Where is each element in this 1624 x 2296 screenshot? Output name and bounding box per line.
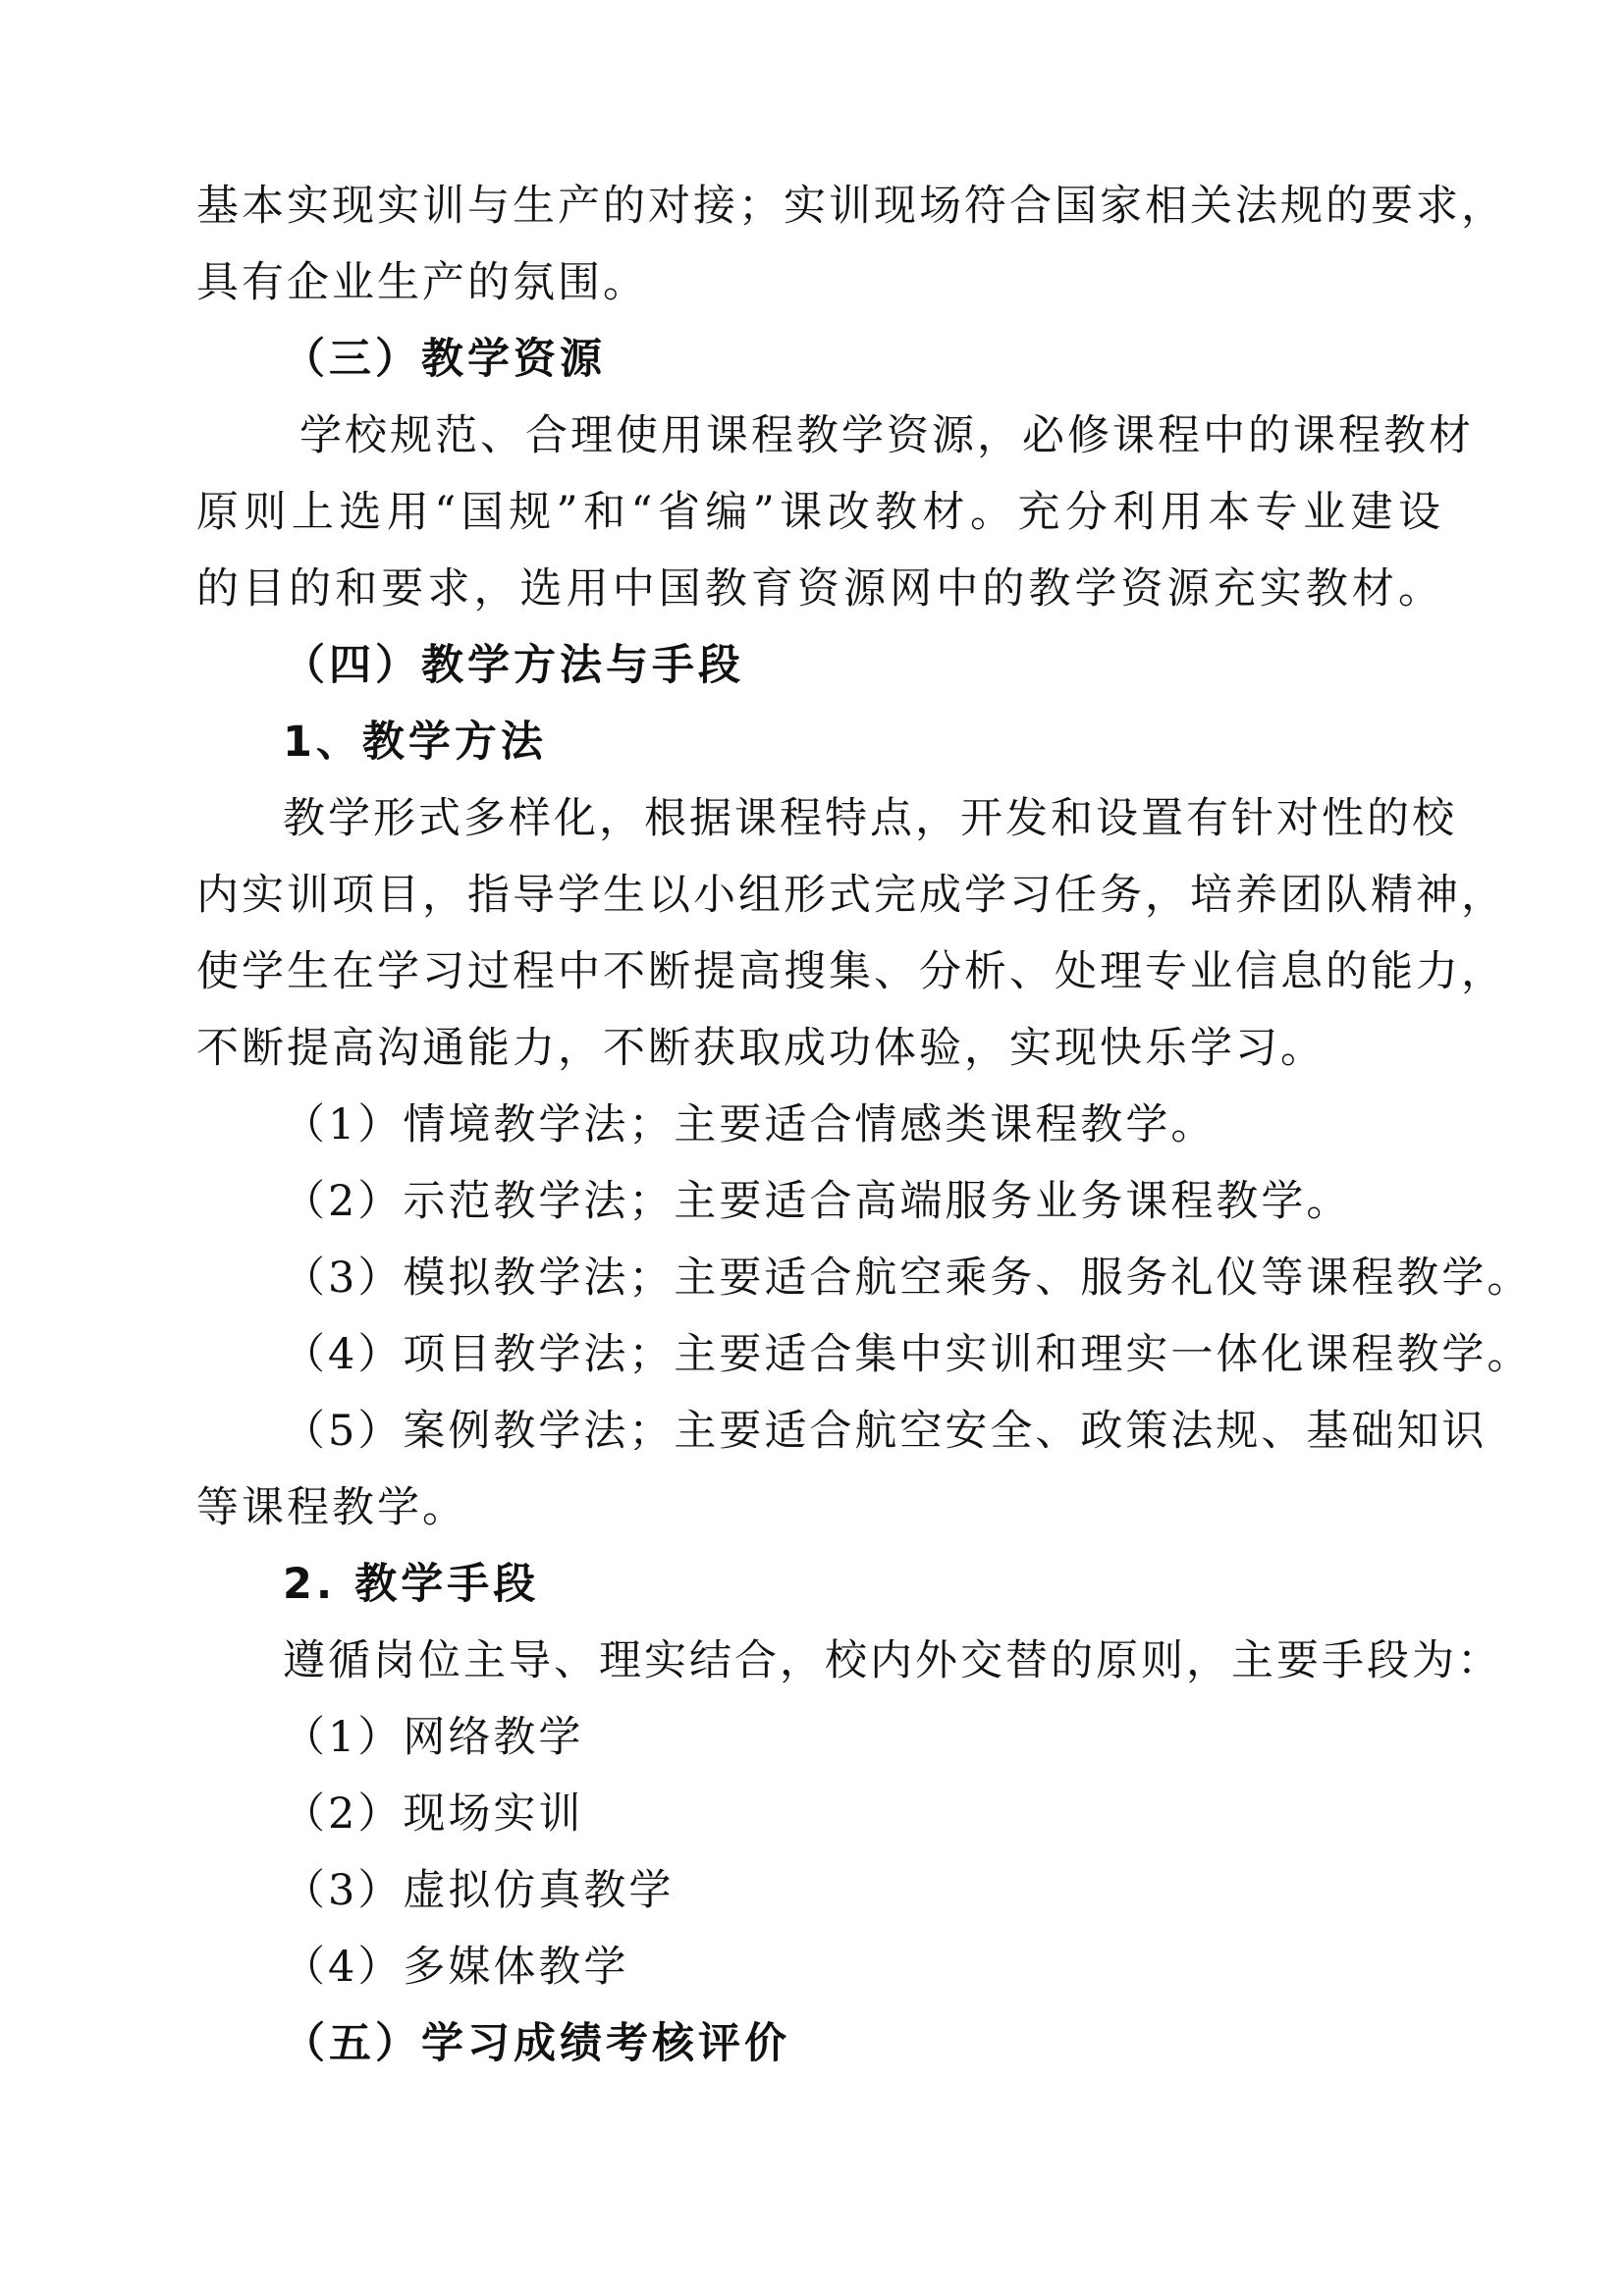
list-item: （3）模拟教学法；主要适合航空乘务、服务礼仪等课程教学。 [283,1254,1533,1303]
section-heading-four: （四）教学方法与手段 [283,641,744,690]
list-item: （3）虚拟仿真教学 [283,1866,675,1915]
section-heading-three: （三）教学资源 [283,335,606,384]
list-item: （1）网络教学 [283,1713,584,1762]
body-text-line: 学校规范、合理使用课程教学资源，必修课程中的课程教材 [299,411,1474,460]
list-item: （4）项目教学法；主要适合集中实训和理实一体化课程教学。 [283,1330,1533,1379]
body-text-line: 具有企业生产的氛围。 [196,258,648,307]
list-item: （4）多媒体教学 [283,1943,629,1992]
list-item: （1）情境教学法；主要适合情感类课程教学。 [283,1100,1217,1149]
list-item-continuation: 等课程教学。 [196,1483,467,1532]
body-text-line: 使学生在学习过程中不断提高搜集、分析、处理专业信息的能力， [196,947,1506,996]
body-text-line: 遵循岗位主导、理实结合，校内外交替的原则，主要手段为： [283,1636,1502,1685]
list-item: （5）案例教学法；主要适合航空安全、政策法规、基础知识 [283,1407,1488,1456]
body-text-line: 教学形式多样化，根据课程特点，开发和设置有针对性的校 [283,794,1457,843]
subsection-heading-teaching-methods: 1、教学方法 [283,718,547,767]
section-heading-five: （五）学习成绩考核评价 [283,2019,790,2068]
body-text-line: 内实训项目，指导学生以小组形式完成学习任务，培养团队精神， [196,871,1506,920]
list-item: （2）现场实训 [283,1789,584,1839]
subsection-heading-teaching-means: 2. 教学手段 [283,1560,540,1609]
body-text-line: 的目的和要求，选用中国教育资源网中的教学资源充实教材。 [196,564,1443,614]
list-item: （2）示范教学法；主要适合高端服务业务课程教学。 [283,1177,1352,1226]
body-text-line: 不断提高沟通能力，不断获取成功体验，实现快乐学习。 [196,1024,1326,1073]
body-text-line: 基本实现实训与生产的对接；实训现场符合国家相关法规的要求， [196,182,1506,231]
body-text-line: 原则上选用“国规”和“省编”课改教材。充分利用本专业建设 [196,488,1443,537]
